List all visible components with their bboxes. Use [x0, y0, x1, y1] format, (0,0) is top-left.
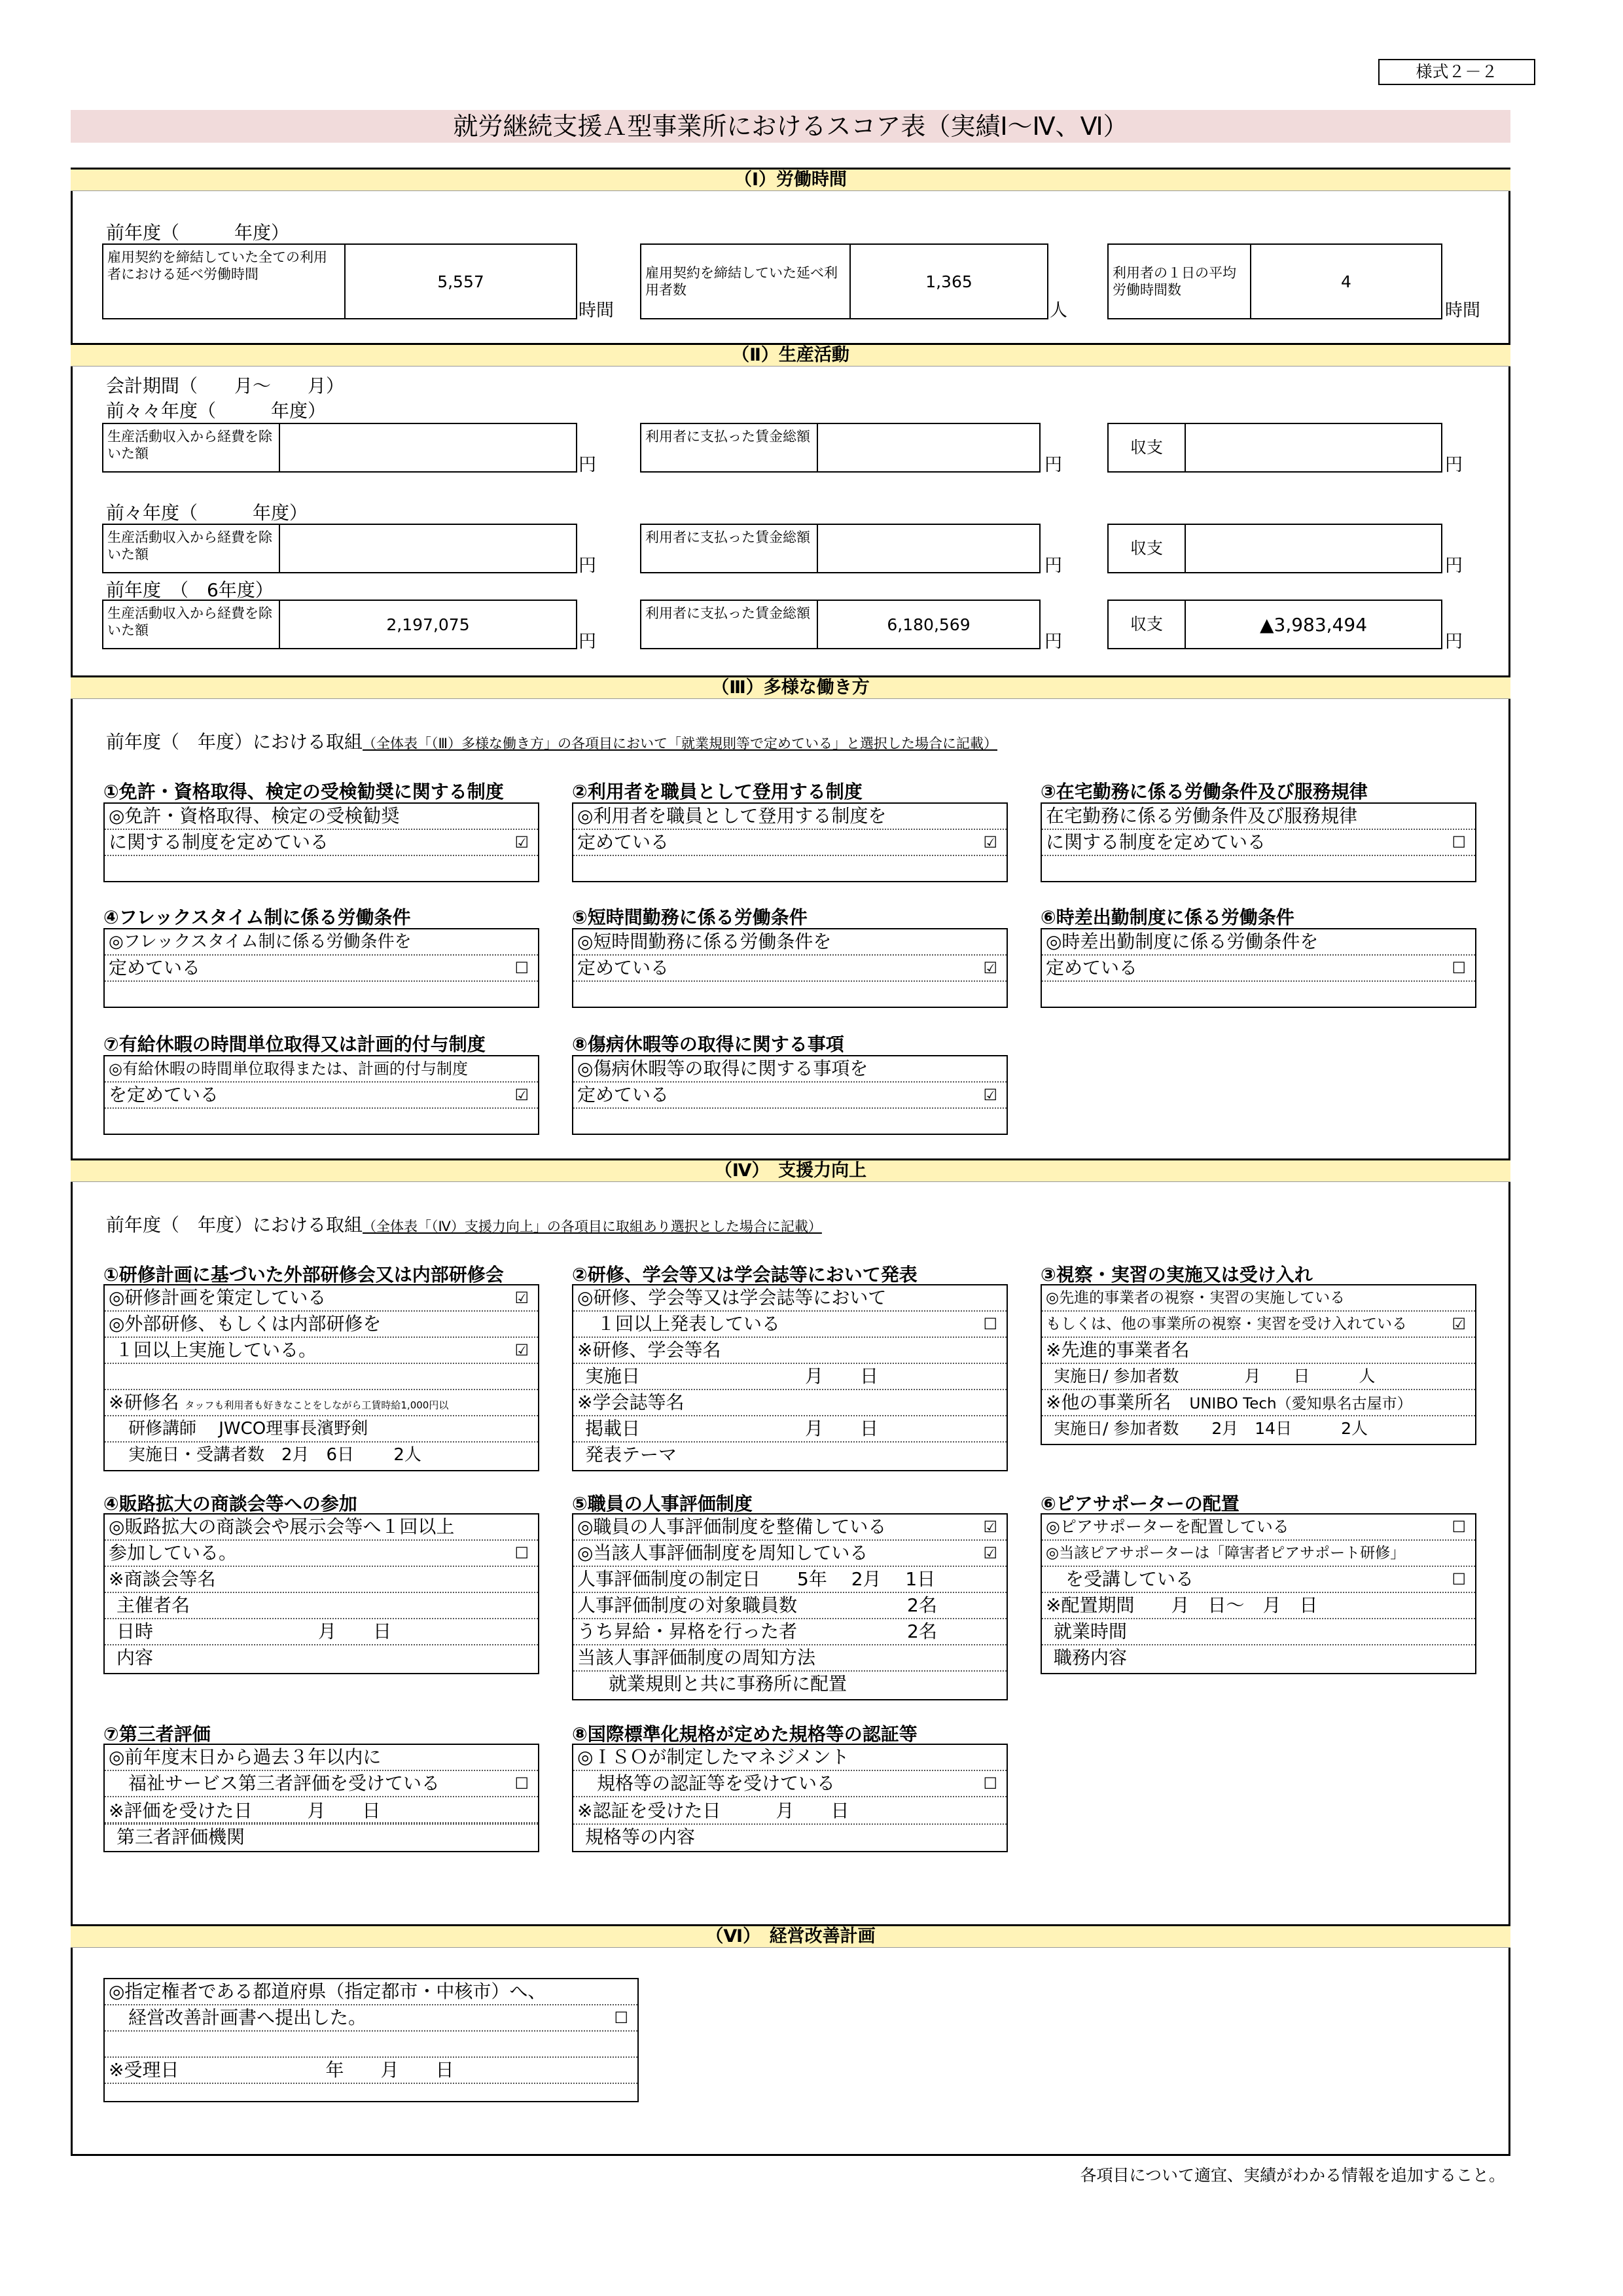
s4-line: 内容 [116, 1647, 154, 1668]
s4-line: ※配置期間 月 日～ 月 日 [1042, 1593, 1475, 1619]
s3-item-title: ⑤短時間勤務に係る労働条件 [572, 906, 808, 928]
page-title: 就労継続支援Ａ型事業所におけるスコア表（実績Ⅰ～Ⅳ、Ⅵ） [71, 110, 1510, 143]
checkbox-icon[interactable]: ☐ [514, 1774, 529, 1793]
s1-box1-label: 雇用契約を締結していた全ての利用者における延べ労働時間 [103, 245, 346, 318]
s2-income-label: 生産活動収入から経費を除いた額 [103, 424, 280, 471]
s4-line: 人事評価制度の対象職員数 2名 [573, 1593, 1007, 1619]
s3-item-box [1041, 928, 1476, 1008]
s2-balance-label: 収支 [1109, 424, 1186, 471]
s4-line [1042, 1515, 1475, 1541]
s4-intro [106, 1211, 822, 1237]
s4-text-small: タッフも利用者も好きなことをしながら工賃時給1,000円以 [185, 1399, 449, 1411]
s4-line [105, 1541, 538, 1567]
s4-line [1042, 1567, 1475, 1593]
checkbox-icon[interactable]: ☐ [1452, 833, 1466, 852]
s2-unit: 円 [1445, 455, 1463, 475]
s1-box3-value[interactable]: 4 [1341, 272, 1351, 291]
s4-item-title: ⑦第三者評価 [103, 1723, 211, 1745]
s4-line [105, 1338, 538, 1364]
s4-line [105, 1285, 538, 1312]
s4-text: 規格等の認証等を受けている [597, 1772, 836, 1794]
s4-line: 発表テーマ [585, 1444, 677, 1465]
s4-line: 職務内容 [1054, 1647, 1128, 1668]
s4-line: ※学会誌等名 [573, 1390, 1007, 1416]
s4-line: 就業規則と共に事務所に配置 [609, 1673, 847, 1695]
s3-item-line [1042, 830, 1475, 856]
checkbox-icon[interactable]: ☑ [1452, 1315, 1466, 1333]
s4-line [1042, 1312, 1475, 1338]
s1-box1-value[interactable]: 5,557 [437, 272, 484, 291]
s1-box-avg-hours [1107, 243, 1442, 319]
s4-line: 第三者評価機関 [116, 1826, 245, 1848]
s4-text: １回以上実施している。 [115, 1339, 317, 1361]
s2-income-label: 生産活動収入から経費を除いた額 [103, 601, 280, 648]
s1-box2-label: 雇用契約を締結していた延べ利用者数 [641, 245, 851, 318]
s4-item5-box [572, 1513, 1008, 1700]
s3-item-text: 定めている [577, 957, 669, 978]
s2-balance-box [1107, 423, 1442, 473]
checkbox-icon[interactable]: ☑ [983, 959, 997, 977]
s2-wage-value[interactable]: 6,180,569 [887, 615, 971, 634]
s2-balance-box [1107, 524, 1442, 573]
s4-item3-box [1041, 1284, 1476, 1445]
s4-line: 実施日/ 参加者数 2月 14日 2人 [1054, 1419, 1368, 1438]
section-2-header: （Ⅱ）生産活動 [71, 343, 1510, 367]
s2-year: 前々々年度（ 年度） [106, 400, 327, 422]
s4-line: ◎前年度末日から過去３年以内に [105, 1745, 538, 1771]
s4-line [105, 1771, 538, 1797]
s3-item-line: ◎傷病休暇等の取得に関する事項を [573, 1056, 1007, 1083]
s3-item-line: ◎フレックスタイム制に係る労働条件を [105, 929, 538, 956]
s2-wage-box [640, 600, 1041, 649]
s3-item-text: 定めている [577, 831, 669, 853]
s3-item-line [573, 956, 1007, 982]
checkbox-icon[interactable]: ☑ [983, 833, 997, 852]
s6-line [105, 2005, 637, 2032]
s4-line: ◎先進的事業者の視察・実習の実施している [1042, 1285, 1475, 1312]
s2-balance-box [1107, 600, 1442, 649]
checkbox-icon[interactable]: ☐ [983, 1315, 997, 1333]
s2-balance-value[interactable] [1186, 525, 1441, 572]
s4-line: ◎ＩＳＯが制定したマネジメント [573, 1745, 1007, 1771]
s3-item-text: 定めている [1046, 957, 1138, 978]
s3-intro [106, 728, 997, 754]
checkbox-icon[interactable]: ☐ [1452, 1570, 1466, 1588]
s2-unit: 円 [1044, 632, 1062, 652]
s2-income-box [102, 524, 577, 573]
s3-item-text: 定めている [577, 1084, 669, 1105]
checkbox-icon[interactable]: ☐ [514, 959, 529, 977]
s4-line: 当該人事評価制度の周知方法 [573, 1645, 1007, 1672]
s2-unit: 円 [579, 556, 596, 576]
s2-income-box [102, 423, 577, 473]
s4-item-title: ②研修、学会等又は学会誌等において発表 [572, 1264, 918, 1285]
s4-text: ※研修名 [109, 1391, 179, 1413]
s4-line: 実施日/ 参加者数 月 日 人 [1042, 1364, 1475, 1390]
s1-year: 前年度（ 年度） [106, 222, 290, 243]
s3-item-title: ④フレックスタイム制に係る労働条件 [103, 906, 411, 928]
s3-item-line [105, 1083, 538, 1109]
s3-item-box [103, 802, 539, 882]
s1-box3-unit: 時間 [1445, 300, 1480, 321]
s4-line: ※先進的事業者名 [1042, 1338, 1475, 1364]
s2-wage-box [640, 423, 1041, 473]
s2-wage-value[interactable] [818, 525, 1039, 572]
s3-item-line: ◎時差出勤制度に係る労働条件を [1042, 929, 1475, 956]
s3-intro-main: 前年度（ 年度）における取組 [106, 731, 363, 753]
s4-text-small: UNIBO Tech（愛知県名古屋市） [1189, 1395, 1412, 1412]
checkbox-icon[interactable]: ☐ [614, 2009, 628, 2027]
s3-item-text: に関する制度を定めている [109, 831, 329, 853]
s2-period: 会計期間（ 月～ 月） [106, 375, 345, 397]
s4-line: ※評価を受けた日 月 日 [105, 1799, 538, 1825]
s2-income-value[interactable] [280, 424, 576, 471]
s2-wage-label: 利用者に支払った賃金総額 [641, 601, 818, 648]
checkbox-icon[interactable]: ☐ [1452, 959, 1466, 977]
s2-unit: 円 [579, 632, 596, 652]
s3-item-title: ⑧傷病休暇等の取得に関する事項 [572, 1033, 844, 1055]
s2-income-box [102, 600, 577, 649]
checkbox-icon[interactable]: ☑ [514, 1086, 529, 1104]
checkbox-icon[interactable]: ☑ [514, 1289, 529, 1307]
s3-item-text: 定めている [109, 957, 201, 978]
checkbox-icon[interactable]: ☑ [983, 1086, 997, 1104]
s6-text: 経営改善計画書へ提出した。 [128, 2007, 367, 2028]
s2-unit: 円 [579, 455, 596, 475]
s1-box2-value[interactable]: 1,365 [925, 272, 972, 291]
s4-text: ◎職員の人事評価制度を整備している [577, 1516, 887, 1537]
s4-line: ◎研修、学会等又は学会誌等において [573, 1285, 1007, 1312]
s4-text: １回以上発表している [597, 1313, 781, 1335]
s2-wage-label: 利用者に支払った賃金総額 [641, 525, 818, 572]
s2-unit: 円 [1445, 632, 1463, 652]
s4-item1-box [103, 1284, 539, 1471]
footer-note: 各項目について適宜、実績がわかる情報を追加すること。 [1080, 2166, 1505, 2185]
checkbox-icon[interactable]: ☑ [983, 1518, 997, 1536]
s4-intro-note: （全体表「（Ⅳ）支援力向上」の各項目に取組あり選択とした場合に記載） [363, 1219, 822, 1234]
s4-line [573, 1312, 1007, 1338]
s4-line: 人事評価制度の制定日 5年 2月 1日 [573, 1567, 1007, 1593]
s4-line: 日時 月 日 [105, 1619, 538, 1645]
s4-item-title: ⑧国際標準化規格が定めた規格等の認証等 [572, 1723, 918, 1745]
checkbox-icon[interactable]: ☑ [514, 1341, 529, 1359]
s4-item-title: ⑤職員の人事評価制度 [572, 1493, 753, 1515]
s4-line: ※認証を受けた日 月 日 [573, 1799, 1007, 1825]
checkbox-icon[interactable]: ☑ [514, 833, 529, 852]
s4-text: ◎当該人事評価制度を周知している [577, 1542, 868, 1564]
s4-text: 福祉サービス第三者評価を受けている [128, 1772, 440, 1794]
s4-line: 規格等の内容 [585, 1826, 696, 1848]
s2-income-value[interactable] [280, 525, 576, 572]
s1-box-total-hours [102, 243, 577, 319]
s1-box-users [640, 243, 1048, 319]
s3-item-box [103, 928, 539, 1008]
s4-line [573, 1771, 1007, 1797]
s3-item-box [1041, 802, 1476, 882]
s4-item6-box [1041, 1513, 1476, 1674]
s2-unit: 円 [1044, 556, 1062, 576]
s4-item7-box [103, 1744, 539, 1852]
s2-balance-value[interactable]: ▲3,983,494 [1259, 613, 1368, 636]
s4-line: 研修講師 JWCO理事長濱野剣 [105, 1416, 538, 1443]
s4-text: ◎ピアサポーターを配置している [1046, 1517, 1289, 1536]
checkbox-icon[interactable]: ☑ [983, 1544, 997, 1562]
s3-item-box [572, 1055, 1008, 1135]
s2-wage-label: 利用者に支払った賃金総額 [641, 424, 818, 471]
s4-line [105, 1390, 538, 1416]
s3-item-line: ◎有給休暇の時間単位取得または、計画的付与制度 [105, 1056, 538, 1083]
s4-line: うち昇給・昇格を行った者 2名 [573, 1619, 1007, 1645]
s3-item-box [572, 802, 1008, 882]
s2-income-value[interactable]: 2,197,075 [386, 615, 470, 634]
s4-line: ※商談会等名 [105, 1567, 538, 1593]
s4-item2-box [572, 1284, 1008, 1471]
s4-line-blank [105, 1364, 538, 1390]
s4-text: ※他の事業所名 [1046, 1391, 1171, 1413]
s2-year: 前年度 （ 6年度） [106, 579, 274, 601]
s3-item-title: ⑦有給休暇の時間単位取得又は計画的付与制度 [103, 1033, 486, 1055]
section-6-header: （Ⅵ） 経営改善計画 [71, 1924, 1510, 1948]
s4-text: もしくは、他の事業所の視察・実習を受け入れている [1046, 1316, 1407, 1333]
s3-item-line [1042, 956, 1475, 982]
s2-unit: 円 [1044, 455, 1062, 475]
s4-item4-box [103, 1513, 539, 1674]
s4-line: 主催者名 [105, 1593, 538, 1619]
s4-line: 就業時間 [1042, 1619, 1475, 1645]
s4-item-title: ④販路拡大の商談会等への参加 [103, 1493, 357, 1515]
s4-item-title: ③視察・実習の実施又は受け入れ [1041, 1264, 1313, 1285]
checkbox-icon[interactable]: ☐ [983, 1774, 997, 1793]
s4-text: ◎研修計画を策定している [109, 1287, 327, 1308]
s1-box2-unit: 人 [1050, 300, 1067, 321]
s3-item-text: に関する制度を定めている [1046, 831, 1266, 853]
s4-line: 掲載日 月 日 [573, 1416, 1007, 1443]
s3-item-line [573, 1083, 1007, 1109]
s4-line: ◎当該ピアサポーターは「障害者ピアサポート研修」 [1042, 1541, 1475, 1567]
s3-item-title: ③在宅勤務に係る労働条件及び服務規律 [1041, 781, 1368, 802]
s4-item8-box [572, 1744, 1008, 1852]
s3-item-box [572, 928, 1008, 1008]
s4-item-title: ①研修計画に基づいた外部研修会又は内部研修会 [103, 1264, 504, 1285]
s3-item-line: ◎短時間勤務に係る労働条件を [573, 929, 1007, 956]
s2-balance-label: 収支 [1109, 601, 1186, 648]
s4-text: 参加している。 [109, 1542, 238, 1564]
s4-line: ◎販路拡大の商談会や展示会等へ１回以上 [105, 1515, 538, 1541]
s6-box [103, 1978, 639, 2102]
s2-balance-value[interactable] [1186, 424, 1441, 471]
s4-line: ※研修、学会等名 [573, 1338, 1007, 1364]
s2-wage-value[interactable] [818, 424, 1039, 471]
s3-item-line [105, 956, 538, 982]
s3-item-title: ⑥時差出勤制度に係る労働条件 [1041, 906, 1294, 928]
s4-intro-main: 前年度（ 年度）における取組 [106, 1214, 363, 1236]
s6-line: ◎指定権者である都道府県（指定都市・中核市）へ、 [105, 1979, 637, 2005]
checkbox-icon[interactable]: ☐ [1452, 1518, 1466, 1536]
s4-item-title: ⑥ピアサポーターの配置 [1041, 1493, 1240, 1515]
section-1-header: （Ⅰ）労働時間 [71, 168, 1510, 191]
s4-line [573, 1515, 1007, 1541]
s3-item-line: ◎免許・資格取得、検定の受検勧奨 [105, 804, 538, 830]
s3-item-line [105, 830, 538, 856]
s4-text: を受講している [1065, 1568, 1194, 1590]
s2-wage-box [640, 524, 1041, 573]
s4-line: 実施日 月 日 [573, 1364, 1007, 1390]
s3-item-text: を定めている [109, 1084, 219, 1105]
s4-line: 実施日・受講者数 2月 6日 2人 [128, 1445, 421, 1465]
s3-item-line: 在宅勤務に係る労働条件及び服務規律 [1042, 804, 1475, 830]
checkbox-icon[interactable]: ☐ [514, 1544, 529, 1562]
s1-box1-unit: 時間 [579, 300, 614, 321]
s3-intro-note: （全体表「（Ⅲ）多様な働き方」の各項目において「就業規則等で定めている」と選択した場合に記載） [363, 736, 997, 751]
s3-item-line [573, 830, 1007, 856]
s3-item-line: ◎利用者を職員として登用する制度を [573, 804, 1007, 830]
s6-line-blank [105, 2032, 637, 2058]
s4-line [1042, 1390, 1475, 1416]
s1-box3-label: 利用者の１日の平均労働時間数 [1109, 245, 1251, 318]
s3-item-title: ①免許・資格取得、検定の受検勧奨に関する制度 [103, 781, 504, 802]
s3-item-title: ②利用者を職員として登用する制度 [572, 781, 863, 802]
form-id: 様式２－２ [1378, 59, 1535, 85]
s2-year: 前々年度（ 年度） [106, 502, 308, 524]
s6-line: ※受理日 年 月 日 [105, 2058, 637, 2084]
s3-item-box [103, 1055, 539, 1135]
section-3-header: （Ⅲ）多様な働き方 [71, 675, 1510, 699]
s2-income-label: 生産活動収入から経費を除いた額 [103, 525, 280, 572]
s4-line [573, 1541, 1007, 1567]
s2-balance-label: 収支 [1109, 525, 1186, 572]
s2-unit: 円 [1445, 556, 1463, 576]
section-4-header: （Ⅳ） 支援力向上 [71, 1158, 1510, 1182]
s4-line: ◎外部研修、もしくは内部研修を [105, 1312, 538, 1338]
